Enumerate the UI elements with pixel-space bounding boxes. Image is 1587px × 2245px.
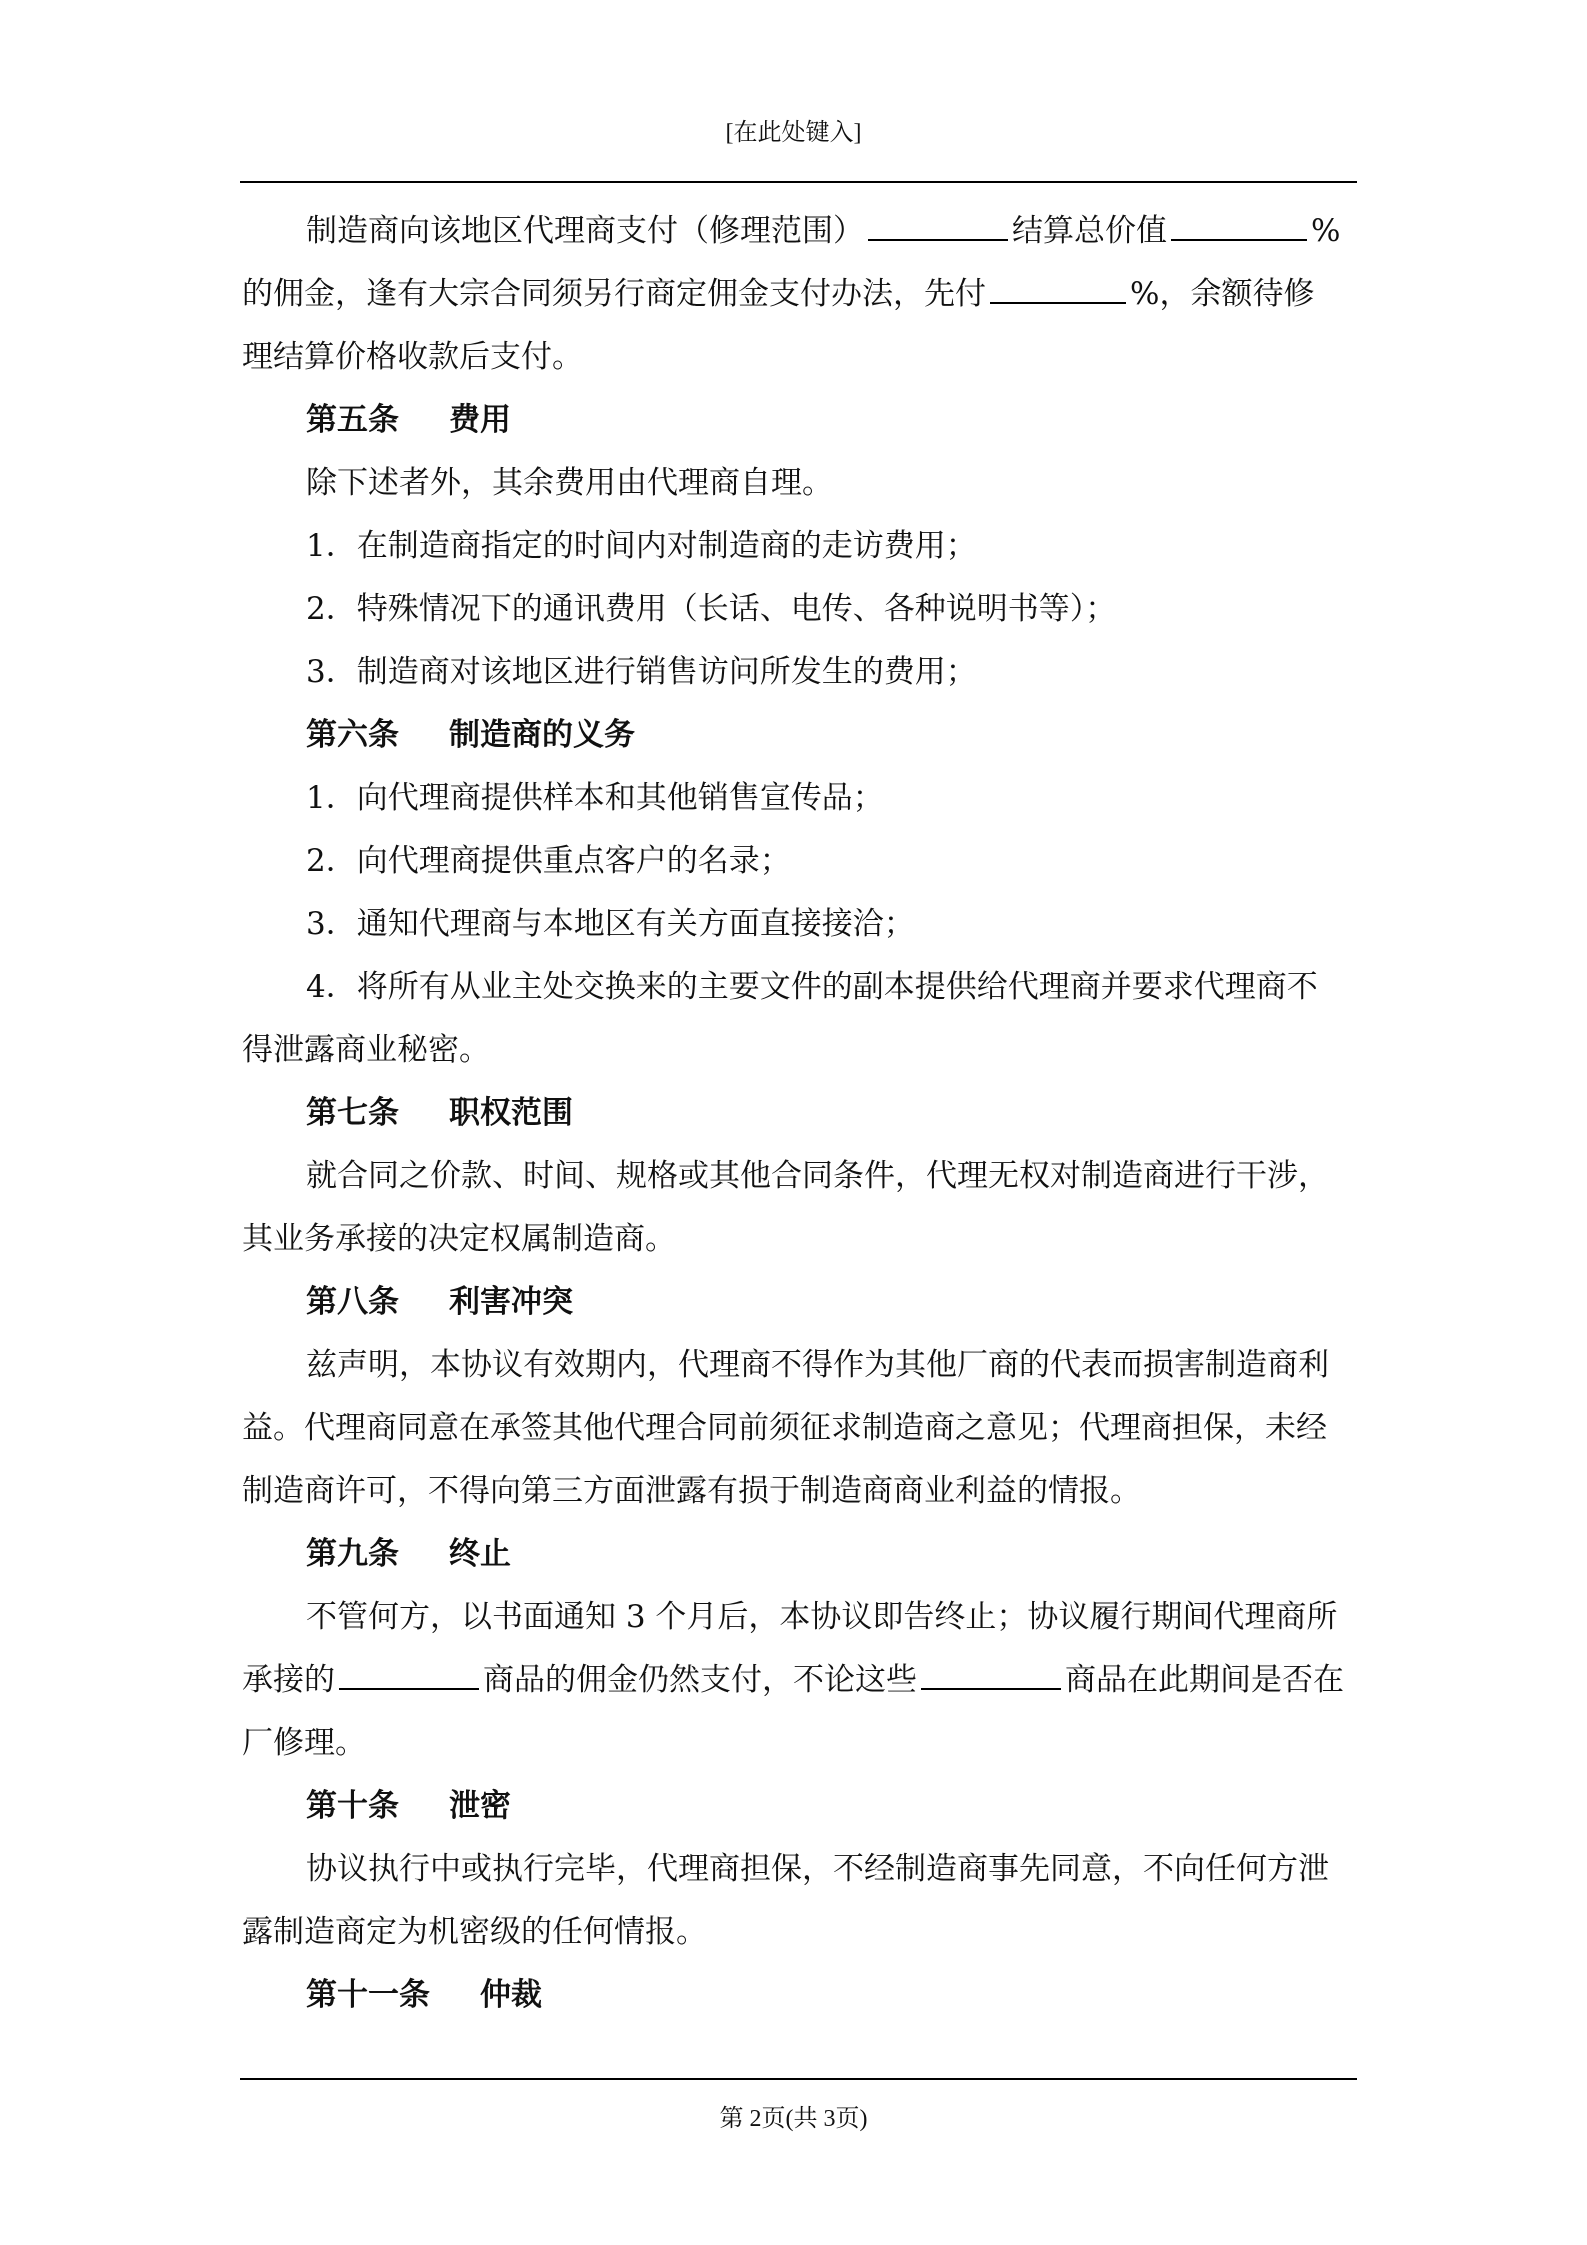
paragraph-line — [242, 263, 1355, 326]
article-title: 利害冲突 — [449, 1284, 573, 1320]
blank-field — [921, 1658, 1061, 1690]
header-rule — [240, 181, 1357, 183]
article-7-heading — [242, 1082, 1355, 1145]
page-header: [在此处键入] — [725, 120, 862, 146]
article-title: 制造商的义务 — [449, 717, 635, 753]
list-item: 1．在制造商指定的时间内对制造商的走访费用； — [306, 528, 977, 564]
paragraph-line: 协议执行中或执行完毕，代理商担保，不经制造商事先同意，不向任何方泄 — [306, 1851, 1329, 1887]
paragraph-line: 益。代理商同意在承签其他代理合同前须征求制造商之意见；代理商担保，未经 — [242, 1410, 1327, 1446]
list-item: 3．制造商对该地区进行销售访问所发生的费用； — [306, 654, 977, 690]
paragraph-line: 制造商许可，不得向第三方面泄露有损于制造商商业利益的情报。 — [242, 1473, 1141, 1509]
text: 商品在此期间是否在 — [1065, 1662, 1344, 1698]
article-number: 第六条 — [306, 717, 399, 753]
list-item: 得泄露商业秘密。 — [242, 1032, 490, 1068]
article-number: 第十一条 — [306, 1977, 430, 2013]
list-item: 3．通知代理商与本地区有关方面直接接洽； — [306, 906, 915, 942]
page-footer: 第 2页(共 3页) — [719, 2106, 868, 2132]
article-number: 第五条 — [306, 402, 399, 438]
paragraph-line: 厂修理。 — [242, 1725, 366, 1761]
list-item: 2．特殊情况下的通讯费用（长话、电传、各种说明书等）； — [306, 591, 1117, 627]
list-item: 1．向代理商提供样本和其他销售宣传品； — [306, 780, 884, 816]
article-title: 仲裁 — [480, 1977, 542, 2013]
text: 制造商向该地区代理商支付（修理范围） — [306, 213, 864, 249]
article-9-heading — [242, 1523, 1355, 1586]
blank-field — [868, 209, 1008, 241]
blank-field — [1171, 209, 1307, 241]
paragraph-line: 其业务承接的决定权属制造商。 — [242, 1221, 676, 1257]
article-6-heading — [242, 704, 1355, 767]
document-body — [242, 200, 1355, 2027]
paragraph-line: 除下述者外，其余费用由代理商自理。 — [306, 465, 833, 501]
text: %，余额待修 — [1130, 276, 1315, 312]
article-11-heading — [242, 1964, 1355, 2027]
blank-field — [990, 272, 1126, 304]
article-title: 费用 — [449, 402, 511, 438]
text: % — [1311, 213, 1341, 249]
article-10-heading — [242, 1775, 1355, 1838]
paragraph-line — [242, 200, 1355, 263]
article-number: 第九条 — [306, 1536, 399, 1572]
paragraph-line: 兹声明，本协议有效期内，代理商不得作为其他厂商的代表而损害制造商利 — [306, 1347, 1329, 1383]
paragraph-line: 露制造商定为机密级的任何情报。 — [242, 1914, 707, 1950]
article-title: 职权范围 — [449, 1095, 573, 1131]
article-number: 第十条 — [306, 1788, 399, 1824]
article-number: 第八条 — [306, 1284, 399, 1320]
article-number: 第七条 — [306, 1095, 399, 1131]
list-item: 4．将所有从业主处交换来的主要文件的副本提供给代理商并要求代理商不 — [306, 969, 1318, 1005]
paragraph-line — [242, 1649, 1355, 1712]
paragraph-line: 就合同之价款、时间、规格或其他合同条件，代理无权对制造商进行干涉， — [306, 1158, 1329, 1194]
blank-field — [339, 1658, 479, 1690]
footer-rule — [240, 2078, 1357, 2080]
list-item: 2．向代理商提供重点客户的名录； — [306, 843, 791, 879]
paragraph-line: 理结算价格收款后支付。 — [242, 339, 583, 375]
article-title: 终止 — [449, 1536, 511, 1572]
article-title: 泄密 — [449, 1788, 511, 1824]
text: 商品的佣金仍然支付，不论这些 — [483, 1662, 917, 1698]
paragraph-line: 不管何方，以书面通知 3 个月后，本协议即告终止；协议履行期间代理商所 — [306, 1599, 1338, 1635]
text: 承接的 — [242, 1662, 335, 1698]
text: 的佣金，逢有大宗合同须另行商定佣金支付办法，先付 — [242, 276, 986, 312]
article-8-heading — [242, 1271, 1355, 1334]
article-5-heading — [242, 389, 1355, 452]
text: 结算总价值 — [1012, 213, 1167, 249]
